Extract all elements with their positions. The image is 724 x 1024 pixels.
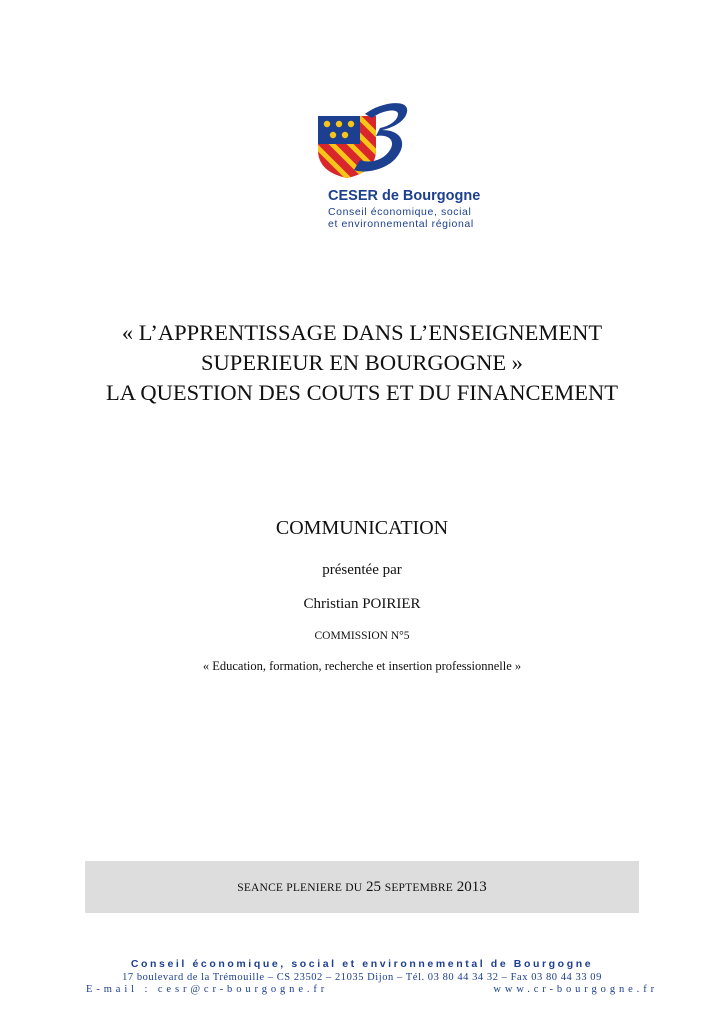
title-line-2: SUPERIEUR EN BOURGOGNE » bbox=[201, 350, 523, 375]
footer-contact bbox=[0, 984, 724, 1000]
logo-subtitle-line1: Conseil économique, social bbox=[328, 206, 472, 218]
footer-website[interactable]: www.cr-bourgogne.fr bbox=[493, 984, 658, 995]
logo-title: CESER de Bourgogne bbox=[328, 188, 481, 204]
logo-subtitle-line2: et environnemental régional bbox=[328, 218, 474, 230]
footer-email[interactable]: E-mail : cesr@cr-bourgogne.fr bbox=[86, 984, 329, 995]
author-name: Christian POIRIER bbox=[303, 596, 421, 612]
seance-banner bbox=[85, 861, 639, 913]
document-title bbox=[60, 318, 664, 408]
title-line-3: LA QUESTION DES COUTS ET DU FINANCEMENT bbox=[105, 380, 619, 405]
footer bbox=[0, 958, 724, 1000]
communication-label: COMMUNICATION bbox=[275, 517, 449, 539]
seance-prefix: SEANCE PLENIERE DU bbox=[237, 882, 363, 894]
seance-year: 2013 bbox=[456, 879, 487, 895]
footer-organization: Conseil économique, social et environnemental de Bourgogne bbox=[130, 958, 594, 970]
commission-theme: « Education, formation, recherche et insertion professionnelle » bbox=[202, 659, 522, 673]
presented-by: présentée par bbox=[322, 562, 402, 578]
burgundy-shield-icon bbox=[310, 100, 420, 180]
footer-address: 17 boulevard de la Trémouille – CS 23502 – 21035 Dijon – Tél. 03 80 44 34 32 – Fax 03 80 44 33 09 bbox=[122, 972, 602, 983]
ceser-logo bbox=[310, 100, 481, 235]
seance-day: 25 bbox=[365, 879, 381, 895]
commission-number: COMMISSION N°5 bbox=[314, 630, 410, 642]
seance-month: SEPTEMBRE bbox=[384, 882, 453, 894]
title-line-1: « L’APPRENTISSAGE DANS L’ENSEIGNEMENT bbox=[121, 320, 603, 345]
